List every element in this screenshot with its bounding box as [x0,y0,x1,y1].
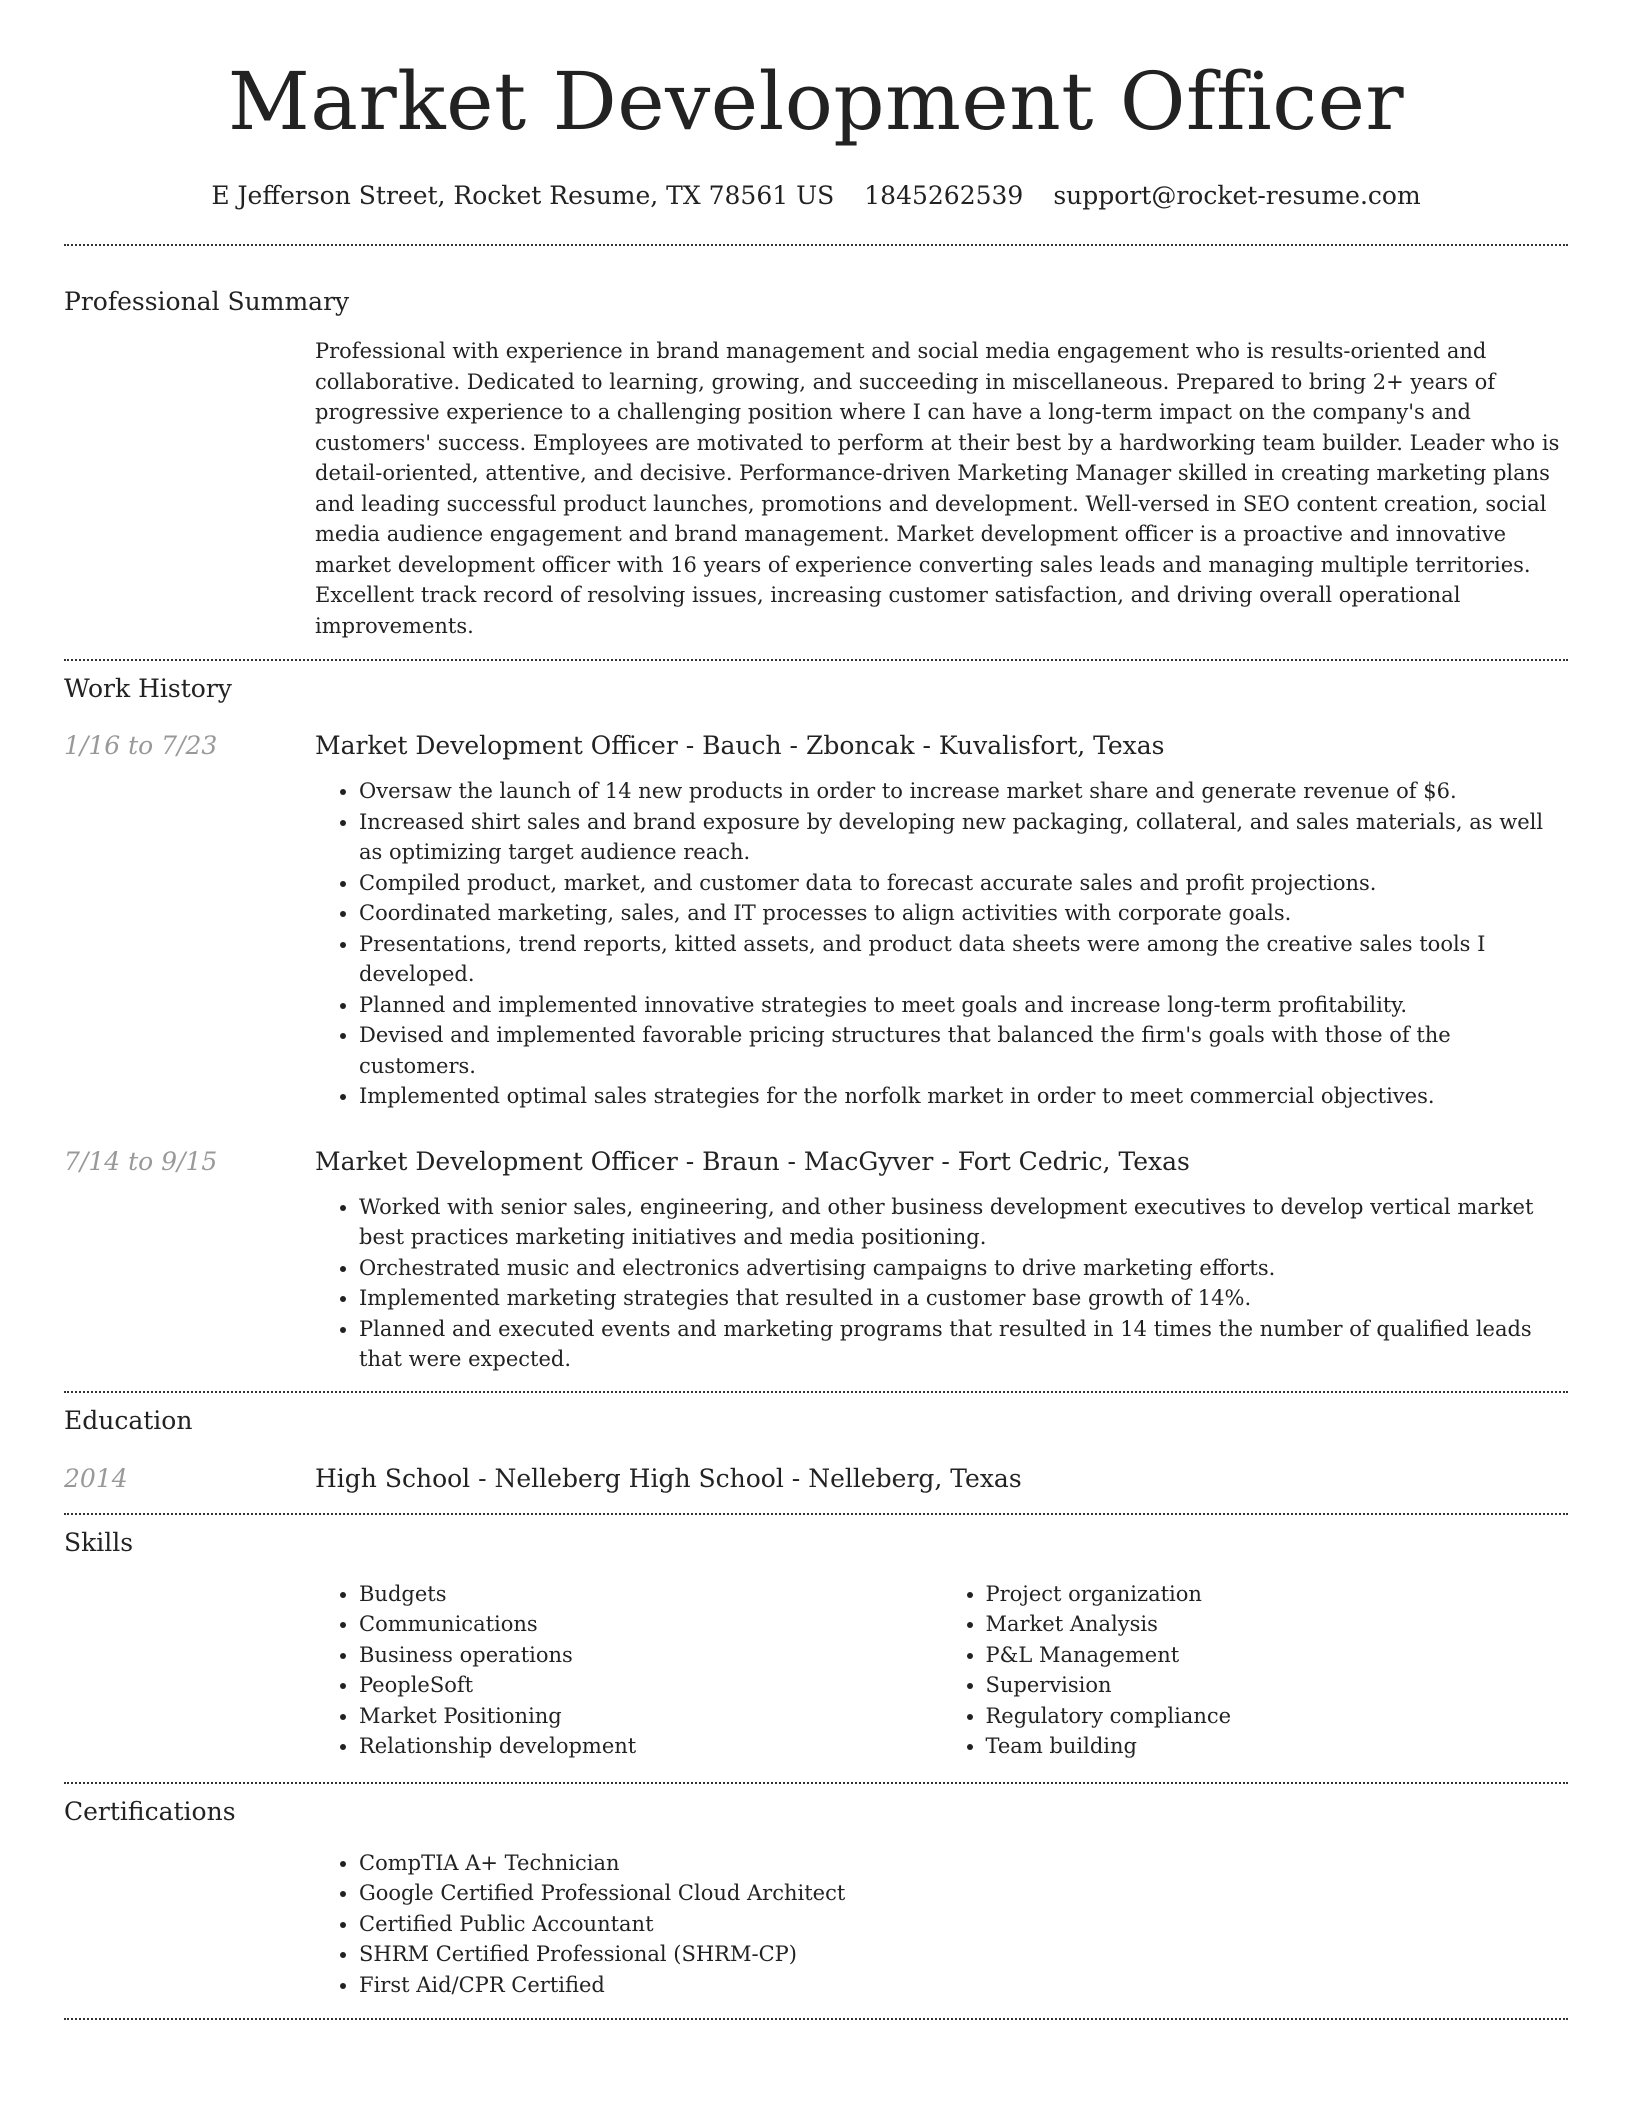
job-entry [64,1146,1568,1375]
list-item: • Coordinated marketing, sales, and IT processes to align activities with corporate goals. [359,898,1568,929]
list-item: • Supervision [986,1670,1569,1701]
divider [64,2018,1568,2020]
divider [64,1513,1568,1515]
divider [64,244,1568,246]
list-item: • Market Positioning [359,1701,942,1732]
list-item: • Increased shirt sales and brand exposure by developing new packaging, collateral, and sales materials, as well as optimizing target audience reach. [359,807,1568,868]
skills-list-right [942,1579,1569,1762]
divider [64,1782,1568,1784]
education-title: Education [64,1405,193,1435]
list-item: • Orchestrated music and electronics advertising campaigns to drive marketing efforts. [359,1253,1568,1284]
list-item: • Budgets [359,1579,942,1610]
job-dates: 1/16 to 7/23 [64,731,218,760]
job-bullets [315,1192,1568,1375]
list-item: • Planned and executed events and marketing programs that resulted in 14 times the number of qualified leads that were expected. [359,1314,1568,1375]
summary-section [64,286,1568,641]
divider [64,1391,1568,1393]
list-item: • Planned and implemented innovative strategies to meet goals and increase long-term profitability. [359,990,1568,1021]
list-item: • Oversaw the launch of 14 new products in order to increase market share and generate revenue of $6. [359,776,1568,807]
education-year: 2014 [64,1463,128,1493]
resume-name: Market Development Officer [227,55,1405,148]
list-item: • Business operations [359,1640,942,1671]
list-item: • Compiled product, market, and customer data to forecast accurate sales and profit projections. [359,868,1568,899]
education-heading: High School - Nelleberg High School - Nelleberg, Texas [315,1463,1022,1493]
divider [64,659,1568,661]
list-item: • Team building [986,1731,1569,1762]
skills-section [64,1527,1568,1762]
job-heading: Market Development Officer - Bauch - Zboncak - Kuvalisfort, Texas [315,731,1165,760]
certifications-section [64,1796,1568,2001]
list-item: • Presentations, trend reports, kitted assets, and product data sheets were among the creative sales tools I developed. [359,929,1568,990]
work-history-section [64,673,1568,1375]
resume-page [64,0,1568,2020]
list-item: • P&L Management [986,1640,1569,1671]
list-item: • Regulatory compliance [986,1701,1569,1732]
summary-text: Professional with experience in brand management and social media engagement who is results-oriented and collaborative. Dedicated to learning, growing, and succeeding in miscellaneous. Prepared to bring 2+ years of progressive experience to a challenging position where I can have a long-term impact on the company's and customers' success. Employees are motivated to perform at their best by a hardworking team builder. Leader who is detail-oriented, attentive, and decisive. Performance-driven Marketing Manager skilled in creating marketing plans and leading successful product launches, promotions and development. Well-versed in SEO content creation, social media audience engagement and brand management. Market development officer is a proactive and innovative market development officer with 16 years of experience converting sales leads and managing multiple territories. Excellent track record of resolving issues, increasing customer satisfaction, and driving overall operational improvements. [315,339,1560,638]
work-history-title: Work History [64,674,232,703]
contact-line [64,180,1568,212]
job-dates: 7/14 to 9/15 [64,1146,218,1176]
list-item: • Devised and implemented favorable pricing structures that balanced the firm's goals with those of the customers. [359,1020,1568,1081]
list-item: • Worked with senior sales, engineering, and other business development executives to develop vertical market best practices marketing initiatives and media positioning. [359,1192,1568,1253]
list-item: • PeopleSoft [359,1670,942,1701]
list-item: • Certified Public Accountant [359,1909,1568,1940]
job-entry [64,730,1568,1112]
list-item: • Market Analysis [986,1609,1569,1640]
list-item: • Implemented optimal sales strategies for the norfolk market in order to meet commercial objectives. [359,1081,1568,1112]
skills-list-left [315,1579,942,1762]
contact-phone: 1845262539 [864,181,1024,210]
skills-title: Skills [64,1527,134,1557]
job-bullets [315,776,1568,1112]
education-entry [64,1463,1568,1495]
contact-address: E Jefferson Street, Rocket Resume, TX 78561 US [211,181,835,210]
summary-title: Professional Summary [64,287,350,316]
education-section [64,1405,1568,1495]
list-item: • Communications [359,1609,942,1640]
list-item: • Implemented marketing strategies that resulted in a customer base growth of 14%. [359,1283,1568,1314]
certifications-title: Certifications [64,1796,236,1826]
certifications-list [315,1848,1568,2001]
list-item: • Google Certified Professional Cloud Architect [359,1878,1568,1909]
list-item: • Project organization [986,1579,1569,1610]
list-item: • First Aid/CPR Certified [359,1970,1568,2001]
list-item: • CompTIA A+ Technician [359,1848,1568,1879]
list-item: • SHRM Certified Professional (SHRM-CP) [359,1939,1568,1970]
job-heading: Market Development Officer - Braun - MacGyver - Fort Cedric, Texas [315,1146,1190,1176]
list-item: • Relationship development [359,1731,942,1762]
contact-email: support@rocket-resume.com [1053,181,1421,210]
skills-grid [315,1579,1568,1762]
